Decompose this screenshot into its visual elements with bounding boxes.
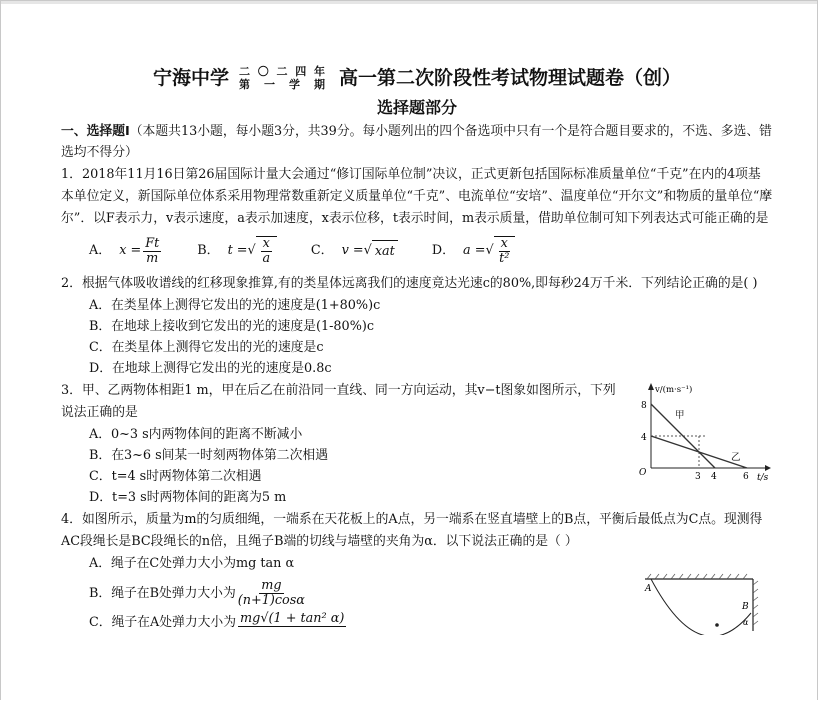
section-subtitle: 选择题部分 [376,98,457,117]
x-tick-3: 3 [695,472,701,482]
lowest-point-c [715,623,719,627]
year-row: 二 〇 二 四 年 [239,65,325,78]
school-name: 宁海中学 [152,67,229,89]
question-2-text: 2．根据气体吸收谱线的红移现象推算,有的类星体远离我们的速度竟达光速c的80%,即每秒24万千米．下列结论正确的是( ) [61,276,758,291]
v-axis-label: v/(m·s⁻¹) [655,385,693,395]
question-3-text: 3．甲、乙两物体相距1 m，甲在后乙在前沿同一直线、同一方向运动，其v−t图象如图所示，下列说法正确的是 [61,383,616,420]
q4-c-fraction: mg√(1 + tan² α) [240,611,345,626]
x-tick-4: 4 [711,472,717,482]
x-tick-6: 6 [743,472,749,482]
label-alpha: α [743,618,749,627]
section-desc: （本题共13小题，每小题3分，共39分。每小题列出的四个备选项中只有一个是符合题目要求的，不选、多选、错选均不得分） [61,124,772,160]
label-yi: 乙 [731,452,741,463]
term-row: 第 一 学 期 [239,78,325,91]
q2-option-a: A．在类星体上测得它发出的光的速度是(1+80%)c [89,298,381,313]
q1-option-d: D． a = √ $\frac{x}{\text{t²}}$ [432,236,515,266]
exam-title: 高一第二次阶段性考试物理试题卷（创） [339,67,682,89]
question-4 [61,509,773,642]
section-instructions [61,121,773,163]
q4-option-a: A．绳子在C处弹力大小为mg tan α [89,556,295,571]
origin-label: O [639,468,647,478]
q3-option-b: B．在3~6 s间某一时刻两物体第二次相遇 [89,448,328,463]
q3-option-c: C．t=4 s时两物体第二次相遇 [89,469,262,484]
v-axis-arrow [648,383,654,390]
question-4-text: 4．如图所示，质量为m的匀质细绳，一端系在天花板上的A点，另一端系在竖直墙壁上的B点，平衡后最低点为C点。现测得AC段绳长是BC段绳长的n倍，且绳子B端的切线与墙壁的夹角为α．以下说法正确的是（ ） [61,512,763,549]
q1-a-fraction: $\frac{Ft}{m}$ [145,235,160,266]
q1-c-sqrt: √ xat [364,240,398,263]
q1-option-a: A． x = $\frac{Ft}{m}$ [89,235,160,266]
q1-option-b: B． t = √ $\frac{x}{a}$ [197,236,277,266]
exam-title-row [61,61,773,95]
question-3 [61,380,773,508]
wall-hatch [753,581,758,625]
q1-option-c: C． v = √ xat [311,240,398,263]
section-label: 一、选择题Ⅰ [61,124,130,139]
label-a: A [645,584,652,594]
q2-option-d: D．在地球上测得它发出的光的速度是0.8c [89,361,332,376]
q3-option-d: D．t=3 s时两物体间的距离为5 m [89,490,287,505]
q1-b-sqrt: √ $\frac{x}{a}$ [248,236,277,266]
page-content [61,61,773,642]
t-axis-label: t/s [757,473,769,483]
t-axis-arrow [765,465,771,471]
q3-option-a: A．0~3 s内两物体间的距离不断减小 [89,427,303,442]
rope-curve [651,579,751,635]
q4-option-b: B．绳子在B处弹力大小为 $\frac{mg}{(n+1)\cos\alpha}$ [89,577,305,608]
page-top-edge [1,1,817,4]
rope-figure [639,573,761,635]
question-1-text: 1．2018年11月16日第26届国际计量大会通过“修订国际单位制”决议，正式更新包括国际标准质量单位“千克”在内的4项基本单位定义，新国际单位体系采用物理常数重新定义质量单位“千克”、电流单位“安培”、温度单位“开尔文”和物质的量单位“摩尔”．以F表示力，v表示速度，a表示加速度，x表示位移，t表示时间，m表示质量，借助单位制可知下列表达式可能正确的是 [61,167,773,226]
ceiling-hatch [647,574,747,579]
label-jia: 甲 [675,410,685,421]
vt-graph-figure [639,380,773,484]
y-tick-4: 4 [641,433,647,443]
label-b: B [742,602,749,612]
q4-option-c: C．绳子在A处弹力大小为 mg√(1 + tan² α) [89,611,345,630]
question-1-options [61,230,773,272]
term-stack [239,65,325,91]
y-tick-8: 8 [641,401,647,411]
q2-option-b: B．在地球上接收到它发出的光的速度是(1-80%)c [89,319,375,334]
q4-b-fraction: $\frac{mg}{(n+1)\cos\alpha}$ [237,577,305,608]
q1-d-sqrt: √ $\frac{x}{\text{t²}}$ [485,236,514,266]
q2-option-c: C．在类星体上测得它发出的光的速度是c [89,340,324,355]
